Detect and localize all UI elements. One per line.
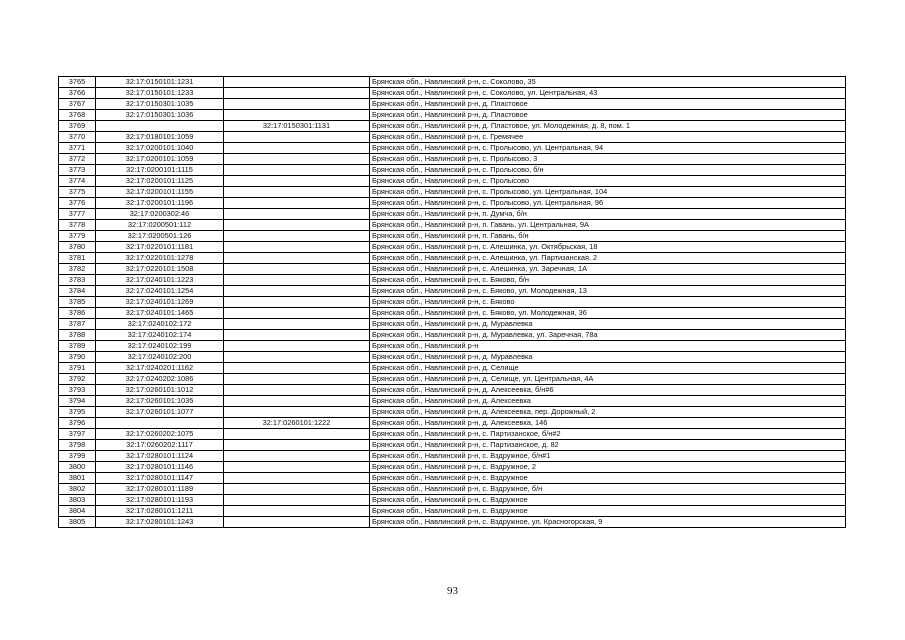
table-row [59, 165, 846, 176]
cadastral-number-alt-cell [224, 264, 370, 275]
cadastral-number-alt-cell [224, 352, 370, 363]
address-cell: Брянская обл., Навлинский р-н, с. Вздружное, б/н [370, 484, 846, 495]
table-row [59, 231, 846, 242]
address-cell: Брянская обл., Навлинский р-н, п. Гавань, ул. Центральная, 9А [370, 220, 846, 231]
row-number-cell: 3794 [59, 396, 96, 407]
address-cell: Брянская обл., Навлинский р-н, с. Пролысово, ул. Центральная, 104 [370, 187, 846, 198]
cadastral-number-alt-cell [224, 462, 370, 473]
cadastral-number-alt-cell [224, 506, 370, 517]
row-number-cell: 3797 [59, 429, 96, 440]
address-cell: Брянская обл., Навлинский р-н, с. Бяково, б/н [370, 275, 846, 286]
row-number-cell: 3767 [59, 99, 96, 110]
cadastral-number-cell: 32:17:0200101:1059 [96, 154, 224, 165]
table-row [59, 517, 846, 528]
row-number-cell: 3770 [59, 132, 96, 143]
address-cell: Брянская обл., Навлинский р-н, д. Муравлевка, ул. Заречная, 78а [370, 330, 846, 341]
table-row [59, 319, 846, 330]
address-cell: Брянская обл., Навлинский р-н, с. Пролысово, ул. Центральная, 94 [370, 143, 846, 154]
row-number-cell: 3777 [59, 209, 96, 220]
cadastral-number-cell: 32:17:0280101:1243 [96, 517, 224, 528]
cadastral-number-alt-cell [224, 242, 370, 253]
cadastral-number-cell: 32:17:0260202:1075 [96, 429, 224, 440]
table-row [59, 352, 846, 363]
row-number-cell: 3801 [59, 473, 96, 484]
address-cell: Брянская обл., Навлинский р-н, с. Партизанское, б/н#2 [370, 429, 846, 440]
row-number-cell: 3765 [59, 77, 96, 88]
cadastral-number-cell: 32:17:0200101:1040 [96, 143, 224, 154]
address-cell: Брянская обл., Навлинский р-н, с. Пролысово, б/н [370, 165, 846, 176]
cadastral-number-cell: 32:17:0180101:1059 [96, 132, 224, 143]
address-cell: Брянская обл., Навлинский р-н, д. Муравлевка [370, 319, 846, 330]
cadastral-number-alt-cell [224, 517, 370, 528]
address-cell: Брянская обл., Навлинский р-н, д. Селище [370, 363, 846, 374]
cadastral-number-cell: 32:17:0200101:1115 [96, 165, 224, 176]
registry-table [58, 76, 846, 528]
table-row [59, 143, 846, 154]
cadastral-number-cell: 32:17:0240102:199 [96, 341, 224, 352]
cadastral-number-alt-cell [224, 297, 370, 308]
table-row [59, 374, 846, 385]
cadastral-number-cell: 32:17:0240101:1254 [96, 286, 224, 297]
cadastral-number-alt-cell [224, 132, 370, 143]
cadastral-number-cell: 32:17:0240101:1269 [96, 297, 224, 308]
row-number-cell: 3795 [59, 407, 96, 418]
cadastral-number-cell: 32:17:0280101:1146 [96, 462, 224, 473]
table-row [59, 341, 846, 352]
address-cell: Брянская обл., Навлинский р-н [370, 341, 846, 352]
cadastral-number-alt-cell [224, 341, 370, 352]
address-cell: Брянская обл., Навлинский р-н, д. Селище, ул. Центральная, 4А [370, 374, 846, 385]
cadastral-number-alt-cell [224, 319, 370, 330]
table-row [59, 176, 846, 187]
address-cell: Брянская обл., Навлинский р-н, с. Соколово, ул. Центральная, 43 [370, 88, 846, 99]
cadastral-number-cell [96, 418, 224, 429]
cadastral-number-alt-cell [224, 396, 370, 407]
address-cell: Брянская обл., Навлинский р-н, с. Бяково, ул. Молодежная, 13 [370, 286, 846, 297]
address-cell: Брянская обл., Навлинский р-н, д. Алексеевка, б/н#6 [370, 385, 846, 396]
address-cell: Брянская обл., Навлинский р-н, с. Пролысово [370, 176, 846, 187]
cadastral-number-cell: 32:17:0260101:1035 [96, 396, 224, 407]
table-row [59, 99, 846, 110]
row-number-cell: 3776 [59, 198, 96, 209]
registry-table-body [59, 77, 846, 528]
address-cell: Брянская обл., Навлинский р-н, с. Алешинка, ул. Заречная, 1А [370, 264, 846, 275]
cadastral-number-cell: 32:17:0240202:1086 [96, 374, 224, 385]
cadastral-number-cell: 32:17:0200501:112 [96, 220, 224, 231]
table-row [59, 132, 846, 143]
table-row [59, 242, 846, 253]
cadastral-number-cell: 32:17:0240201:1162 [96, 363, 224, 374]
table-row [59, 209, 846, 220]
cadastral-number-alt-cell [224, 495, 370, 506]
cadastral-number-cell: 32:17:0240102:174 [96, 330, 224, 341]
cadastral-number-cell: 32:17:0220101:1508 [96, 264, 224, 275]
cadastral-number-cell: 32:17:0280101:1193 [96, 495, 224, 506]
row-number-cell: 3783 [59, 275, 96, 286]
table-row [59, 286, 846, 297]
row-number-cell: 3805 [59, 517, 96, 528]
address-cell: Брянская обл., Навлинский р-н, с. Партизанское, д. 82 [370, 440, 846, 451]
row-number-cell: 3803 [59, 495, 96, 506]
cadastral-number-alt-cell [224, 253, 370, 264]
cadastral-number-cell: 32:17:0280101:1189 [96, 484, 224, 495]
cadastral-number-alt-cell [224, 165, 370, 176]
address-cell: Брянская обл., Навлинский р-н, с. Вздружное, б/н#1 [370, 451, 846, 462]
cadastral-number-alt-cell [224, 275, 370, 286]
row-number-cell: 3799 [59, 451, 96, 462]
table-row [59, 297, 846, 308]
row-number-cell: 3771 [59, 143, 96, 154]
cadastral-number-alt-cell [224, 429, 370, 440]
row-number-cell: 3778 [59, 220, 96, 231]
table-row [59, 253, 846, 264]
row-number-cell: 3788 [59, 330, 96, 341]
cadastral-number-alt-cell [224, 363, 370, 374]
row-number-cell: 3784 [59, 286, 96, 297]
row-number-cell: 3790 [59, 352, 96, 363]
row-number-cell: 3772 [59, 154, 96, 165]
cadastral-number-cell: 32:17:0260101:1077 [96, 407, 224, 418]
address-cell: Брянская обл., Навлинский р-н, д. Пластовое [370, 110, 846, 121]
cadastral-number-cell: 32:17:0280101:1124 [96, 451, 224, 462]
table-row [59, 220, 846, 231]
table-row [59, 77, 846, 88]
row-number-cell: 3786 [59, 308, 96, 319]
row-number-cell: 3796 [59, 418, 96, 429]
table-row [59, 330, 846, 341]
row-number-cell: 3787 [59, 319, 96, 330]
row-number-cell: 3779 [59, 231, 96, 242]
table-row [59, 121, 846, 132]
address-cell: Брянская обл., Навлинский р-н, д. Пластовое [370, 99, 846, 110]
cadastral-number-alt-cell [224, 198, 370, 209]
table-row [59, 110, 846, 121]
cadastral-number-alt-cell [224, 77, 370, 88]
cadastral-number-cell: 32:17:0150301:1035 [96, 99, 224, 110]
row-number-cell: 3769 [59, 121, 96, 132]
cadastral-number-alt-cell [224, 473, 370, 484]
row-number-cell: 3775 [59, 187, 96, 198]
page-number: 93 [447, 585, 458, 597]
table-row [59, 484, 846, 495]
cadastral-number-alt-cell [224, 88, 370, 99]
cadastral-number-cell [96, 121, 224, 132]
address-cell: Брянская обл., Навлинский р-н, с. Бяково [370, 297, 846, 308]
row-number-cell: 3804 [59, 506, 96, 517]
address-cell: Брянская обл., Навлинский р-н, с. Соколово, 35 [370, 77, 846, 88]
cadastral-number-alt-cell [224, 385, 370, 396]
cadastral-number-alt-cell: 32:17:0150301:1131 [224, 121, 370, 132]
table-row [59, 429, 846, 440]
cadastral-number-alt-cell [224, 99, 370, 110]
table-row [59, 363, 846, 374]
cadastral-number-alt-cell [224, 484, 370, 495]
cadastral-number-cell: 32:17:0260202:1117 [96, 440, 224, 451]
cadastral-number-alt-cell [224, 176, 370, 187]
row-number-cell: 3780 [59, 242, 96, 253]
cadastral-number-alt-cell [224, 209, 370, 220]
table-row [59, 385, 846, 396]
cadastral-number-cell: 32:17:0200101:1125 [96, 176, 224, 187]
address-cell: Брянская обл., Навлинский р-н, д. Алексеевка, 146 [370, 418, 846, 429]
cadastral-number-cell: 32:17:0220101:1181 [96, 242, 224, 253]
cadastral-number-alt-cell [224, 143, 370, 154]
row-number-cell: 3791 [59, 363, 96, 374]
address-cell: Брянская обл., Навлинский р-н, с. Вздружное [370, 473, 846, 484]
cadastral-number-alt-cell [224, 330, 370, 341]
table-row [59, 264, 846, 275]
cadastral-number-alt-cell [224, 110, 370, 121]
table-row [59, 418, 846, 429]
cadastral-number-cell: 32:17:0240102:200 [96, 352, 224, 363]
row-number-cell: 3781 [59, 253, 96, 264]
table-row [59, 440, 846, 451]
cadastral-number-cell: 32:17:0240101:1465 [96, 308, 224, 319]
table-row [59, 451, 846, 462]
address-cell: Брянская обл., Навлинский р-н, д. Алексеевка [370, 396, 846, 407]
cadastral-number-cell: 32:17:0240101:1223 [96, 275, 224, 286]
cadastral-number-cell: 32:17:0200501:126 [96, 231, 224, 242]
address-cell: Брянская обл., Навлинский р-н, п. Думча, б/н [370, 209, 846, 220]
row-number-cell: 3766 [59, 88, 96, 99]
cadastral-number-alt-cell [224, 308, 370, 319]
table-row [59, 396, 846, 407]
table-row [59, 275, 846, 286]
cadastral-number-alt-cell [224, 286, 370, 297]
row-number-cell: 3789 [59, 341, 96, 352]
address-cell: Брянская обл., Навлинский р-н, с. Алешинка, ул. Октябрьская, 18 [370, 242, 846, 253]
cadastral-number-alt-cell [224, 440, 370, 451]
cadastral-number-alt-cell [224, 187, 370, 198]
cadastral-number-cell: 32:17:0150101:1231 [96, 77, 224, 88]
row-number-cell: 3800 [59, 462, 96, 473]
cadastral-number-alt-cell: 32:17:0260101:1222 [224, 418, 370, 429]
cadastral-number-cell: 32:17:0260101:1012 [96, 385, 224, 396]
address-cell: Брянская обл., Навлинский р-н, д. Муравлевка [370, 352, 846, 363]
address-cell: Брянская обл., Навлинский р-н, с. Вздружное [370, 495, 846, 506]
cadastral-number-cell: 32:17:0200101:1155 [96, 187, 224, 198]
row-number-cell: 3768 [59, 110, 96, 121]
address-cell: Брянская обл., Навлинский р-н, д. Алексеевка, пер. Дорожный, 2 [370, 407, 846, 418]
address-cell: Брянская обл., Навлинский р-н, с. Вздружное, ул. Красногорская, 9 [370, 517, 846, 528]
address-cell: Брянская обл., Навлинский р-н, с. Бяково, ул. Молодежная, 36 [370, 308, 846, 319]
row-number-cell: 3793 [59, 385, 96, 396]
cadastral-number-cell: 32:17:0200101:1196 [96, 198, 224, 209]
cadastral-number-cell: 32:17:0280101:1147 [96, 473, 224, 484]
table-row [59, 407, 846, 418]
cadastral-number-cell: 32:17:0150101:1233 [96, 88, 224, 99]
address-cell: Брянская обл., Навлинский р-н, с. Гремячее [370, 132, 846, 143]
table-row [59, 495, 846, 506]
address-cell: Брянская обл., Навлинский р-н, д. Пластовое, ул. Молодежная, д. 8, пом. 1 [370, 121, 846, 132]
table-row [59, 187, 846, 198]
cadastral-number-alt-cell [224, 374, 370, 385]
address-cell: Брянская обл., Навлинский р-н, с. Вздружное [370, 506, 846, 517]
row-number-cell: 3782 [59, 264, 96, 275]
table-row [59, 506, 846, 517]
address-cell: Брянская обл., Навлинский р-н, с. Алешинка, ул. Партизанская, 2 [370, 253, 846, 264]
cadastral-number-cell: 32:17:0240102:172 [96, 319, 224, 330]
cadastral-number-alt-cell [224, 154, 370, 165]
cadastral-number-cell: 32:17:0220101:1278 [96, 253, 224, 264]
table-row [59, 462, 846, 473]
row-number-cell: 3785 [59, 297, 96, 308]
cadastral-number-alt-cell [224, 220, 370, 231]
row-number-cell: 3792 [59, 374, 96, 385]
address-cell: Брянская обл., Навлинский р-н, с. Пролысово, ул. Центральная, 96 [370, 198, 846, 209]
row-number-cell: 3798 [59, 440, 96, 451]
table-row [59, 198, 846, 209]
address-cell: Брянская обл., Навлинский р-н, п. Гавань, б/н [370, 231, 846, 242]
cadastral-number-cell: 32:17:0280101:1211 [96, 506, 224, 517]
address-cell: Брянская обл., Навлинский р-н, с. Пролысово, 3 [370, 154, 846, 165]
table-row [59, 473, 846, 484]
cadastral-number-alt-cell [224, 407, 370, 418]
table-row [59, 88, 846, 99]
cadastral-number-cell: 32:17:0150301:1036 [96, 110, 224, 121]
cadastral-number-alt-cell [224, 451, 370, 462]
table-row [59, 308, 846, 319]
cadastral-number-cell: 32:17:0200302:46 [96, 209, 224, 220]
table-row [59, 154, 846, 165]
row-number-cell: 3802 [59, 484, 96, 495]
cadastral-number-alt-cell [224, 231, 370, 242]
row-number-cell: 3773 [59, 165, 96, 176]
address-cell: Брянская обл., Навлинский р-н, с. Вздружное, 2 [370, 462, 846, 473]
row-number-cell: 3774 [59, 176, 96, 187]
